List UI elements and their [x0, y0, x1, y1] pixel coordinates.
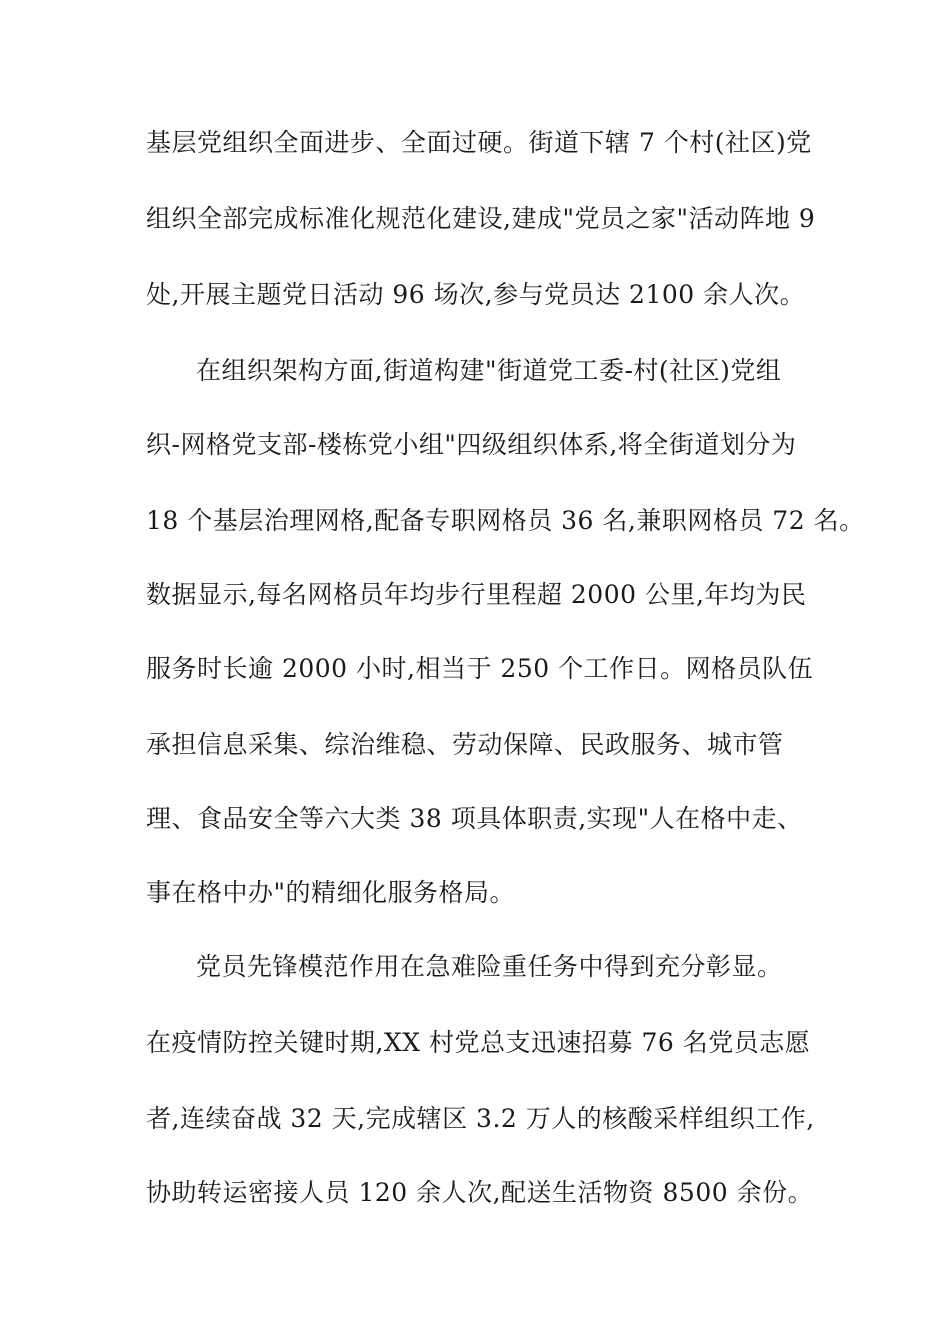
text-line-14: 者,连续奋战 32 天,完成辖区 3.2 万人的核酸采样组织工作,	[146, 1104, 815, 1133]
text-line-8: 服务时长逾 2000 小时,相当于 250 个工作日。网格员队伍	[146, 654, 814, 683]
text-line-1: 基层党组织全面进步、全面过硬。街道下辖 7 个村(社区)党	[146, 128, 812, 157]
text-line-3: 处,开展主题党日活动 96 场次,参与党员达 2100 余人次。	[146, 280, 806, 309]
text-line-12: 党员先锋模范作用在急难险重任务中得到充分彰显。	[196, 952, 783, 981]
text-line-2: 组织全部完成标准化规范化建设,建成"党员之家"活动阵地 9	[146, 204, 816, 233]
text-line-13: 在疫情防控关键时期,XX 村党总支迅速招募 76 名党员志愿	[146, 1028, 811, 1057]
text-line-10: 理、食品安全等六大类 38 项具体职责,实现"人在格中走、	[146, 804, 803, 833]
text-line-7: 数据显示,每名网格员年均步行里程超 2000 公里,年均为民	[146, 580, 807, 609]
text-line-11: 事在格中办"的精细化服务格局。	[146, 878, 516, 907]
text-line-6: 18 个基层治理网格,配备专职网格员 36 名,兼职网格员 72 名。	[146, 506, 865, 535]
text-line-15: 协助转运密接人员 120 余人次,配送生活物资 8500 余份。	[146, 1178, 814, 1207]
text-line-5: 织-网格党支部-楼栋党小组"四级组织体系,将全街道划分为	[146, 430, 797, 459]
text-line-9: 承担信息采集、综治维稳、劳动保障、民政服务、城市管	[146, 730, 784, 759]
text-line-4: 在组织架构方面,街道构建"街道党工委-村(社区)党组	[196, 356, 782, 385]
